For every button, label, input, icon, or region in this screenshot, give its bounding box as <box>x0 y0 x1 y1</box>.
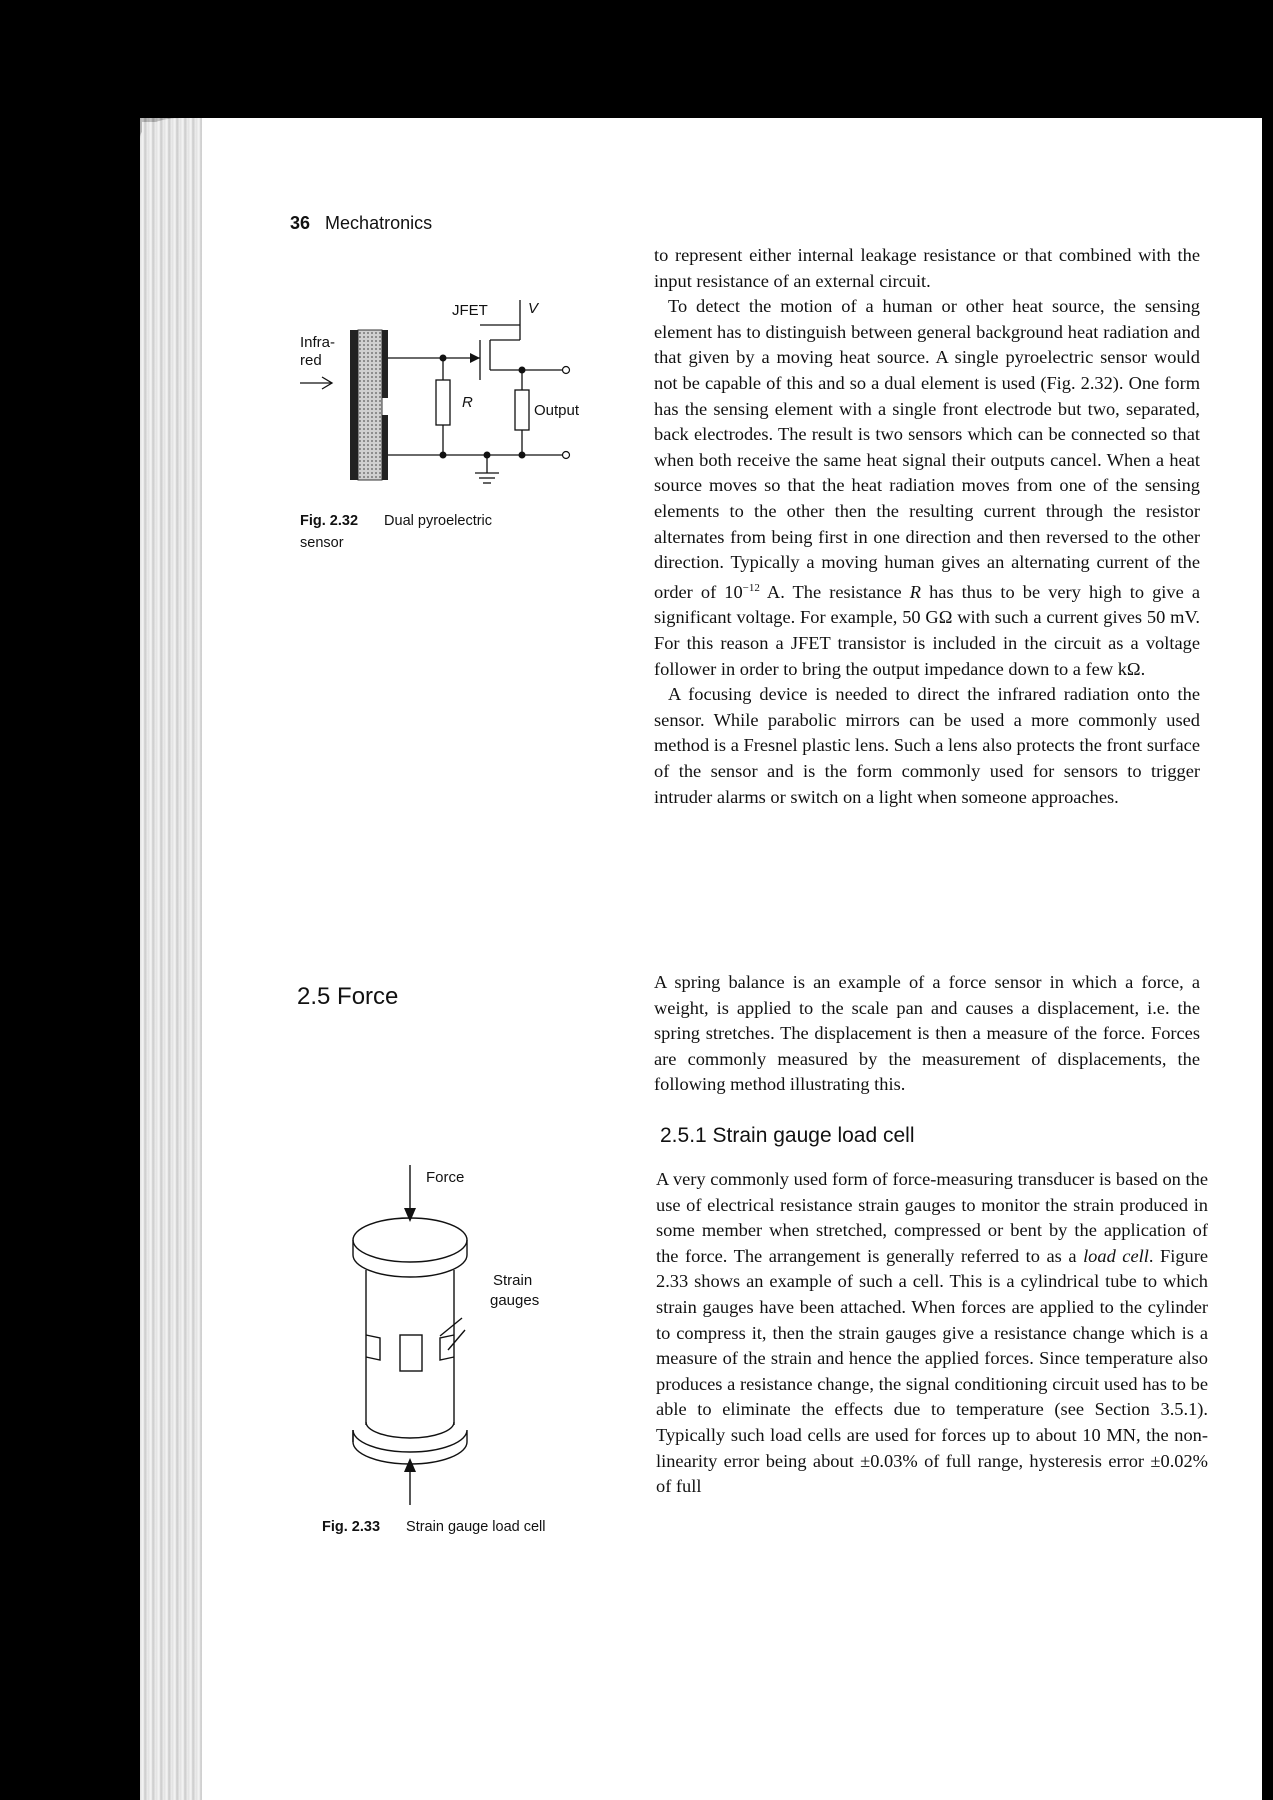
v-label: V <box>528 300 539 317</box>
node-dot <box>519 367 526 374</box>
paragraph-text: . Figure 2.33 shows an example of such a cell. This is a cylindrical tube to which strain gauges have been attached. When forces are applied to the cylinder to compress it, then the strain gauges give a resistance change which is a measure of the strain and hence the applied forces. Since temperature also produces a resistance change, the signal conditioning circuit used has to be able to eliminate the effects due to temperature (see Section 3.5.1). Typically such load cells are used for forces up to about 10 MN, the non-linearity error being about ±0.03% of full range, hysteresis error ±0.02% of full <box>656 1245 1208 1497</box>
output-terminal <box>563 452 570 459</box>
jfet-label: JFET <box>452 302 488 319</box>
body-column-top <box>654 243 1200 810</box>
infrared-label-2: red <box>300 352 322 369</box>
subsection-body <box>656 1167 1208 1500</box>
force-label: Force <box>426 1169 465 1186</box>
gauges-label: gauges <box>490 1292 540 1309</box>
book-title: Mechatronics <box>325 213 433 233</box>
figure-2-32-number: Fig. 2.32 <box>300 513 359 529</box>
infrared-label-1: Infra- <box>300 334 336 351</box>
italic-term: load cell <box>1083 1245 1149 1266</box>
front-electrode <box>350 330 358 480</box>
jfet-gate-arrow <box>470 353 480 363</box>
scan-border-left <box>0 0 142 1800</box>
resistor-r <box>436 380 450 425</box>
section-intro <box>654 970 1200 1098</box>
figure-2-32-caption-line2: sensor <box>300 535 344 551</box>
scan-border-top <box>0 0 1273 122</box>
output-label: Output <box>534 402 580 419</box>
paragraph-text: To detect the motion of a human or other heat source, the sensing element has to distinguish between general background heat radiation and that given by a moving heat source. A single pyroelectric sensor would not be capable of this and so a dual element is used (Fig. 2.32). One form has the sensing element with a single front electrode but two, separated, back electrodes. The result is two sensors which can be connected so that when both receive the same heat signal their outputs cancel. When a heat source moves so that the heat radiation moves from one of the sensing elements to the other then the resulting current through the resistor alternates from being first in one direction and then reversed to the other direction. Typically a moving human gives an alternating current of the order of 10 <box>654 296 1200 602</box>
paragraph-text: has thus to be very high to give a significant voltage. For example, 50 GΩ with such a current gives 50 mV. For this reason a JFET transistor is included in the circuit as a voltage follower in order to bring the output impedance down to a few kΩ. <box>654 581 1200 679</box>
top-cap <box>353 1218 467 1262</box>
output-resistor <box>515 390 529 430</box>
strain-gauge-center <box>400 1335 422 1371</box>
strain-label: Strain <box>493 1272 533 1289</box>
figure-2-32-caption <box>300 510 492 554</box>
paragraph-text: A very commonly used form of force-measuring transducer is based on the use of electrical resistance strain gauges to monitor the strain produced in some member when stretched, compressed or bent by the application of the force. The arrangement is generally referred to as a <box>656 1169 1208 1266</box>
back-electrode-top <box>382 330 388 398</box>
infrared-arrow <box>300 377 332 389</box>
page-edge-shading <box>140 118 202 1800</box>
paragraph-text: A. The resistance <box>759 581 910 602</box>
exponent: −12 <box>742 581 760 594</box>
paragraph: A spring balance is an example of a force sensor in which a force, a weight, is applied to the scale pan and causes a displacement, i.e. the spring stretches. The displacement is then a measure of the force. Forces are commonly measured by the measurement of displacements, the following method illustrating this. <box>654 972 1200 1095</box>
node-dot <box>484 452 491 459</box>
node-dot <box>440 452 447 459</box>
figure-2-33-diagram <box>340 1160 580 1515</box>
paragraph: to represent either internal leakage resistance or that combined with the input resistance of an external circuit. <box>654 245 1200 291</box>
section-heading: 2.5 Force <box>297 983 399 1010</box>
scan-border-right <box>1262 0 1273 1800</box>
strain-gauge-left <box>366 1335 380 1360</box>
paragraph: A focusing device is needed to direct the infrared radiation onto the sensor. While parabolic mirrors can be used a more commonly used method is a Fresnel plastic lens. Such a lens also protects the front surface of the sensor and is the form commonly used for sensors to trigger intruder alarms or switch on a light when someone approaches. <box>654 684 1200 807</box>
figure-2-33-caption-text: Strain gauge load cell <box>406 1519 546 1535</box>
node-dot <box>440 355 447 362</box>
circuit-wiring <box>388 300 562 483</box>
figure-2-32-diagram <box>290 295 600 510</box>
figure-2-33-number: Fig. 2.33 <box>322 1519 381 1535</box>
node-dot <box>519 452 526 459</box>
back-electrode-bottom <box>382 415 388 480</box>
pyroelectric-element <box>358 330 382 480</box>
paragraph <box>656 1167 1208 1500</box>
running-head <box>290 213 432 234</box>
figure-2-33-caption <box>322 1516 546 1538</box>
italic-r: R <box>909 581 922 602</box>
r-label: R <box>462 394 473 411</box>
page-number: 36 <box>290 213 311 233</box>
subsection-heading: 2.5.1 Strain gauge load cell <box>660 1124 915 1147</box>
paragraph <box>654 294 1200 682</box>
output-terminal <box>563 367 570 374</box>
strain-gauge-right <box>440 1335 454 1360</box>
figure-2-32-caption-line1: Dual pyroelectric <box>384 513 493 529</box>
